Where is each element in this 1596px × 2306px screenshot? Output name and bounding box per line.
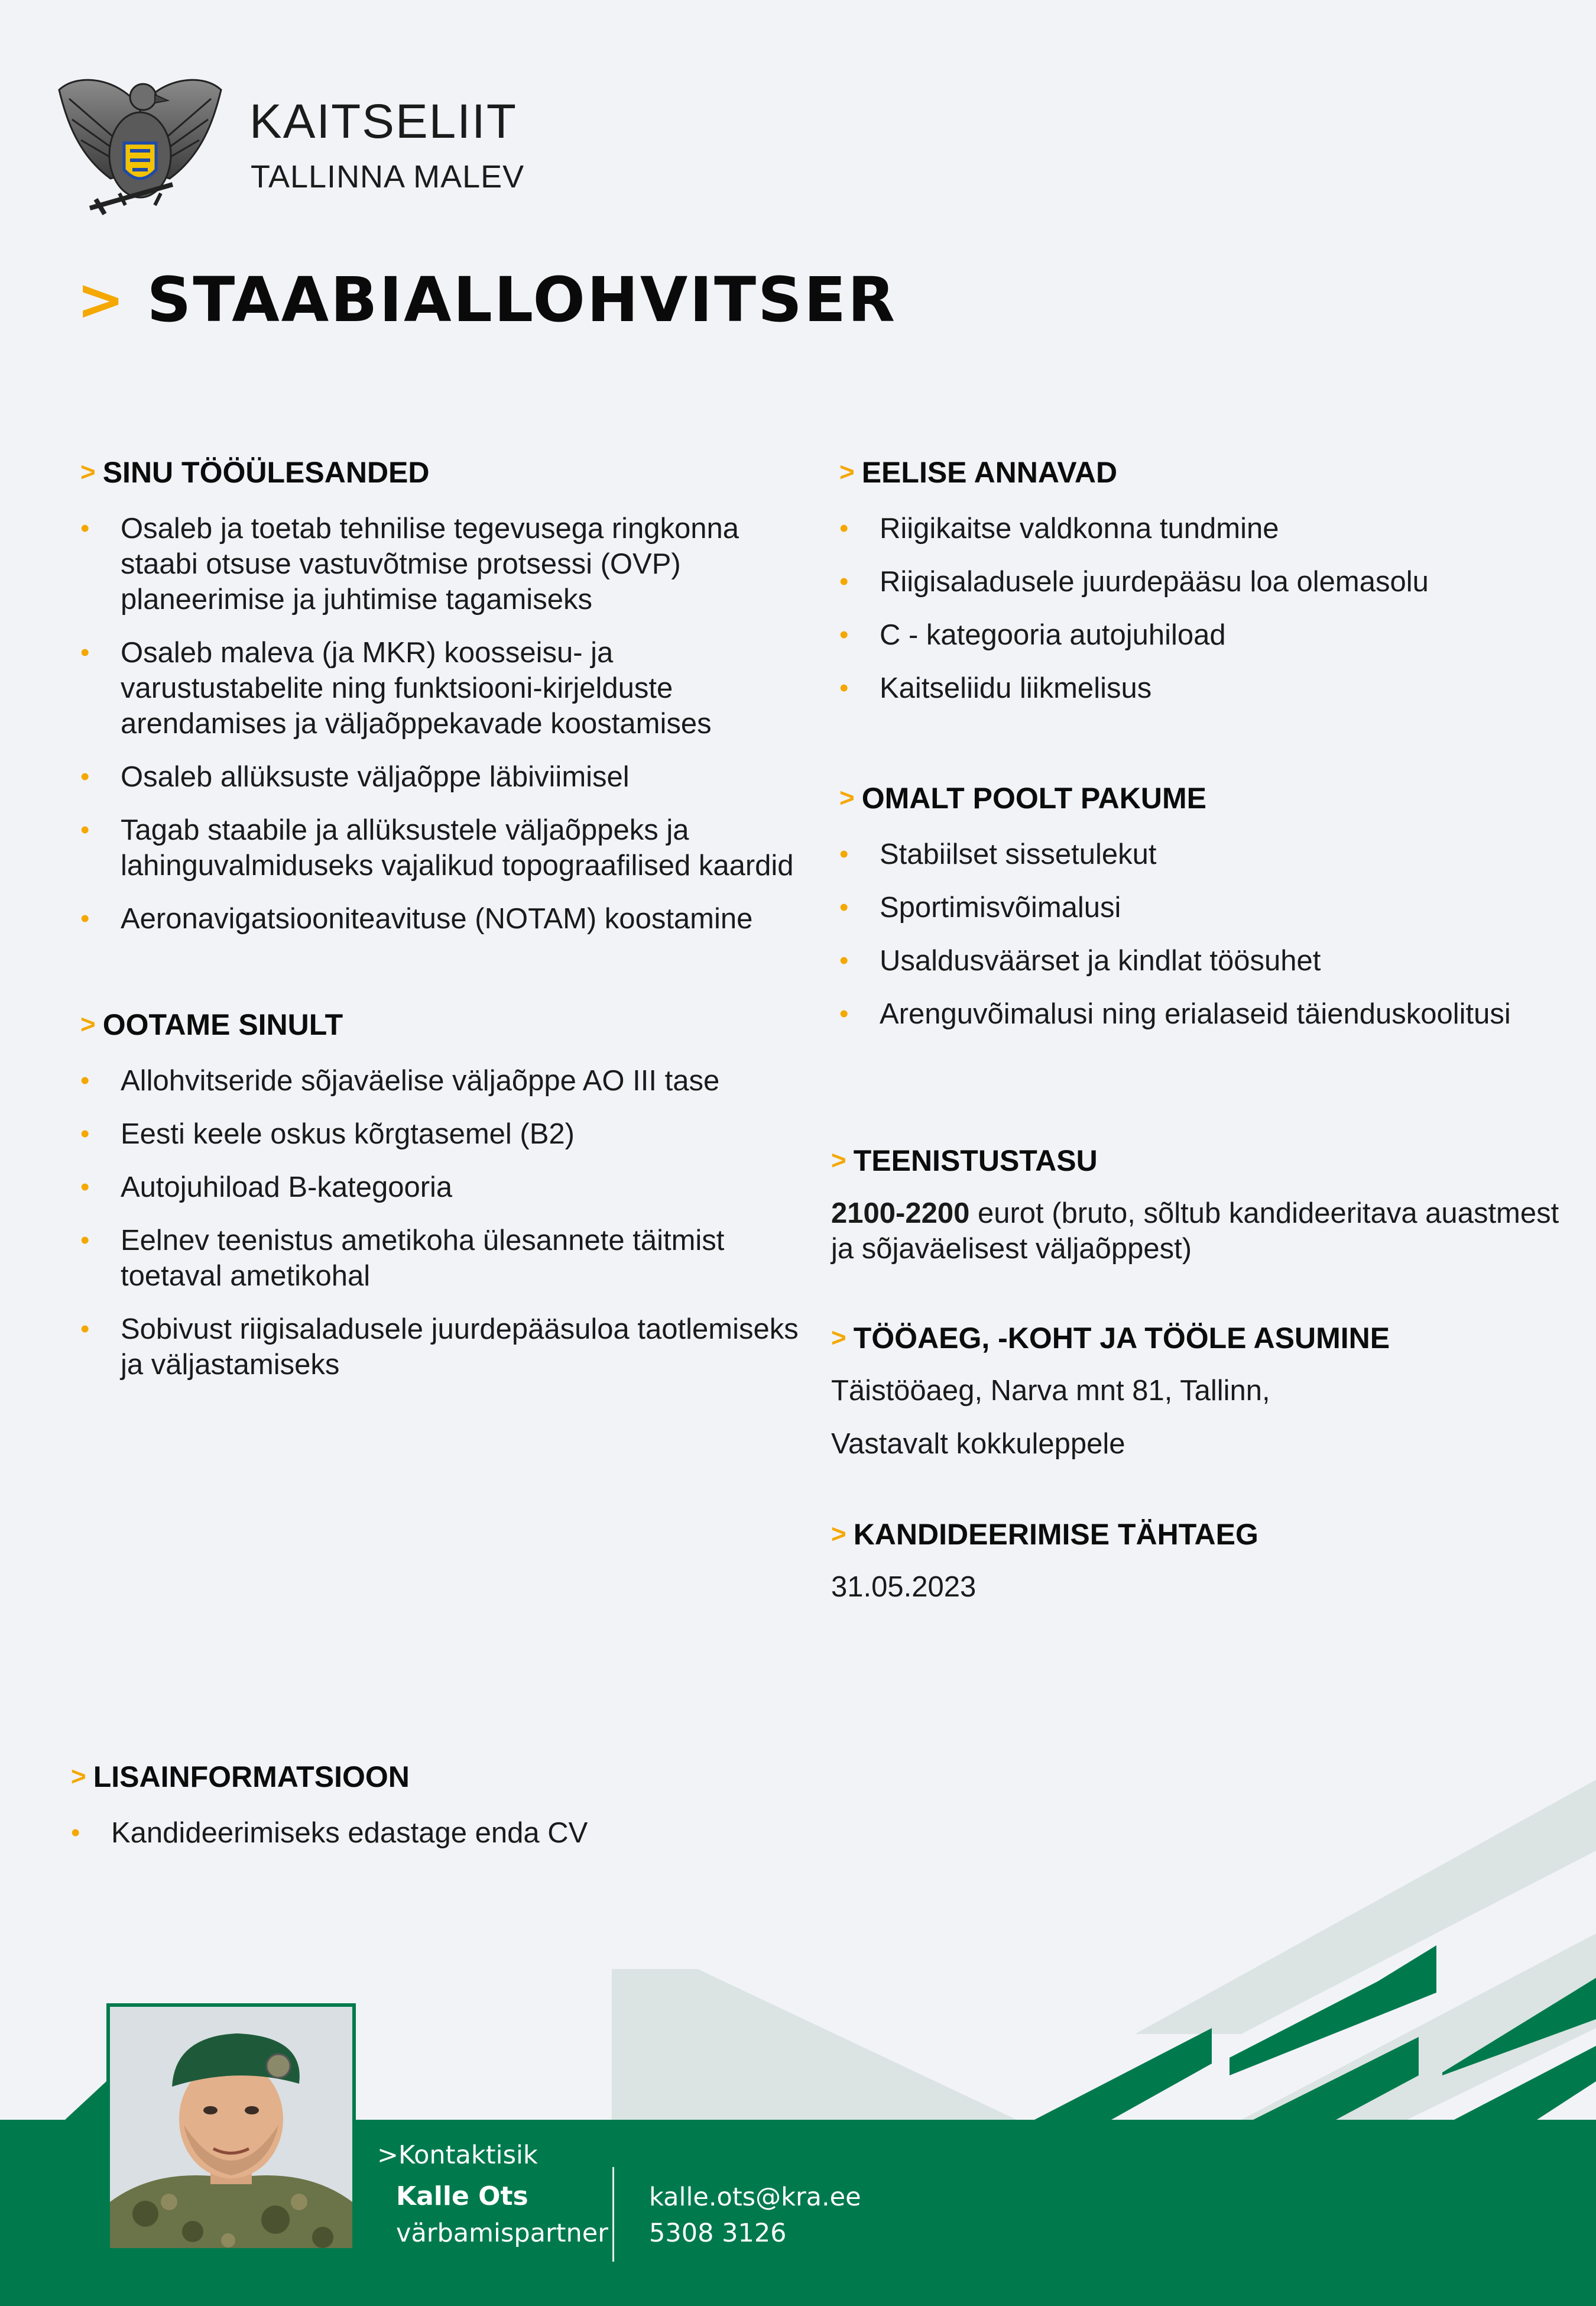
contact-name: Kalle Ots (396, 2181, 528, 2211)
list-item: • Autojuhiload B-kategooria (80, 1170, 813, 1205)
tasks-list (80, 511, 813, 937)
section-tasks (80, 458, 813, 954)
arrow-icon: > (839, 783, 855, 812)
list-item: • Kaitseliidu liikmelisus (839, 671, 1549, 706)
list-item: • Eesti keele oskus kõrgtasemel (B2) (80, 1116, 813, 1152)
list-item: • Sportimisvõimalusi (839, 890, 1549, 925)
title-arrow-icon: > (77, 267, 125, 333)
list-item: • C - kategooria autojuhiload (839, 617, 1549, 653)
section-offer (839, 783, 1549, 1050)
section-salary (831, 1146, 1564, 1267)
section-heading: > OOTAME SINULT (80, 1008, 343, 1041)
list-item: • Riigisaladusele juurdepääsu loa olemasolu (839, 564, 1549, 600)
list-item: • Aeronavigatsiooniteavituse (NOTAM) koostamine (80, 901, 813, 937)
list-item: • Tagab staabile ja allüksustele väljaõppeks ja lahinguvalmiduseks vajalikud topograafilised kaardid (80, 812, 813, 883)
section-heading: > TEENISTUSTASU (831, 1144, 1098, 1177)
list-item: • Kandideerimiseks edastage enda CV (71, 1815, 839, 1851)
title-row (77, 264, 897, 336)
list-item: • Allohvitseride sõjaväelise väljaõppe AO III tase (80, 1063, 813, 1099)
section-advantages (839, 458, 1549, 724)
divider (612, 2167, 614, 2262)
arrow-icon: > (80, 458, 96, 487)
section-worktime (831, 1323, 1564, 1462)
section-heading: > TÖÖAEG, -KOHT JA TÖÖLE ASUMINE (831, 1322, 1390, 1355)
arrow-icon: > (831, 1520, 846, 1549)
list-item: • Osaleb allüksuste väljaõppe läbiviimisel (80, 759, 813, 795)
salary-amount: 2100-2200 (831, 1197, 970, 1229)
job-title: STAABIALLOHVITSER (147, 264, 897, 336)
list-item: • Eelnev teenistus ametikoha ülesannete täitmist toetaval ametikohal (80, 1223, 813, 1294)
section-heading: > EELISE ANNAVAD (839, 456, 1118, 489)
offer-list (839, 837, 1549, 1032)
kaitseliit-eagle-logo (54, 66, 226, 220)
section-heading: > OMALT POOLT PAKUME (839, 782, 1206, 815)
contact-photo (110, 2007, 352, 2248)
list-item: • Osaleb maleva (ja MKR) koosseisu- ja varustustabelite ning funktsiooni-kirjelduste arendamises ja väljaõppekavade koostamises (80, 635, 813, 741)
advantages-list (839, 511, 1549, 706)
arrow-icon: > (71, 1762, 86, 1791)
section-expect (80, 1010, 813, 1400)
expect-list (80, 1063, 813, 1382)
list-item: • Stabiilset sissetulekut (839, 837, 1549, 872)
list-item: • Sobivust riigisaladusele juurdepääsuloa taotlemiseks ja väljastamiseks (80, 1311, 813, 1382)
contact-phone[interactable]: 5308 3126 (649, 2218, 787, 2248)
list-item: • Usaldusväärset ja kindlat töösuhet (839, 943, 1549, 979)
section-heading: > SINU TÖÖÜLESANDED (80, 456, 430, 489)
contact-role: värbamispartner (396, 2218, 608, 2248)
section-deadline (831, 1520, 1564, 1605)
list-item: • Riigikaitse valdkonna tundmine (839, 511, 1549, 546)
arrow-icon: > (831, 1323, 846, 1352)
extra-list (71, 1815, 839, 1851)
worktime-line: Vastavalt kokkuleppele (831, 1428, 1125, 1460)
salary-text: 2100-2200 eurot (bruto, sõltub kandideeritava auastmest ja sõjaväelisest väljaõppest) (831, 1197, 1559, 1265)
arrow-icon: > (839, 458, 855, 487)
worktime-line: Täistööaeg, Narva mnt 81, Tallinn, (831, 1375, 1270, 1407)
section-heading: > LISAINFORMATSIOON (71, 1760, 410, 1793)
org-unit: TALLINNA MALEV (251, 159, 525, 195)
arrow-icon: > (831, 1146, 846, 1175)
contact-email[interactable]: kalle.ots@kra.ee (649, 2182, 861, 2212)
arrow-icon: > (80, 1010, 96, 1039)
deadline-date: 31.05.2023 (831, 1571, 977, 1603)
list-item: • Osaleb ja toetab tehnilise tegevusega ringkonna staabi otsuse vastuvõtmise protsessi (OVP) planeerimise ja juhtimise tagamiseks (80, 511, 813, 617)
list-item: • Arenguvõimalusi ning erialaseid täienduskoolitusi (839, 996, 1549, 1032)
section-heading: > KANDIDEERIMISE TÄHTAEG (831, 1518, 1258, 1551)
section-extra (71, 1762, 839, 1868)
org-name: KAITSELIIT (249, 95, 517, 148)
contact-label: >Kontaktisik (377, 2140, 538, 2170)
